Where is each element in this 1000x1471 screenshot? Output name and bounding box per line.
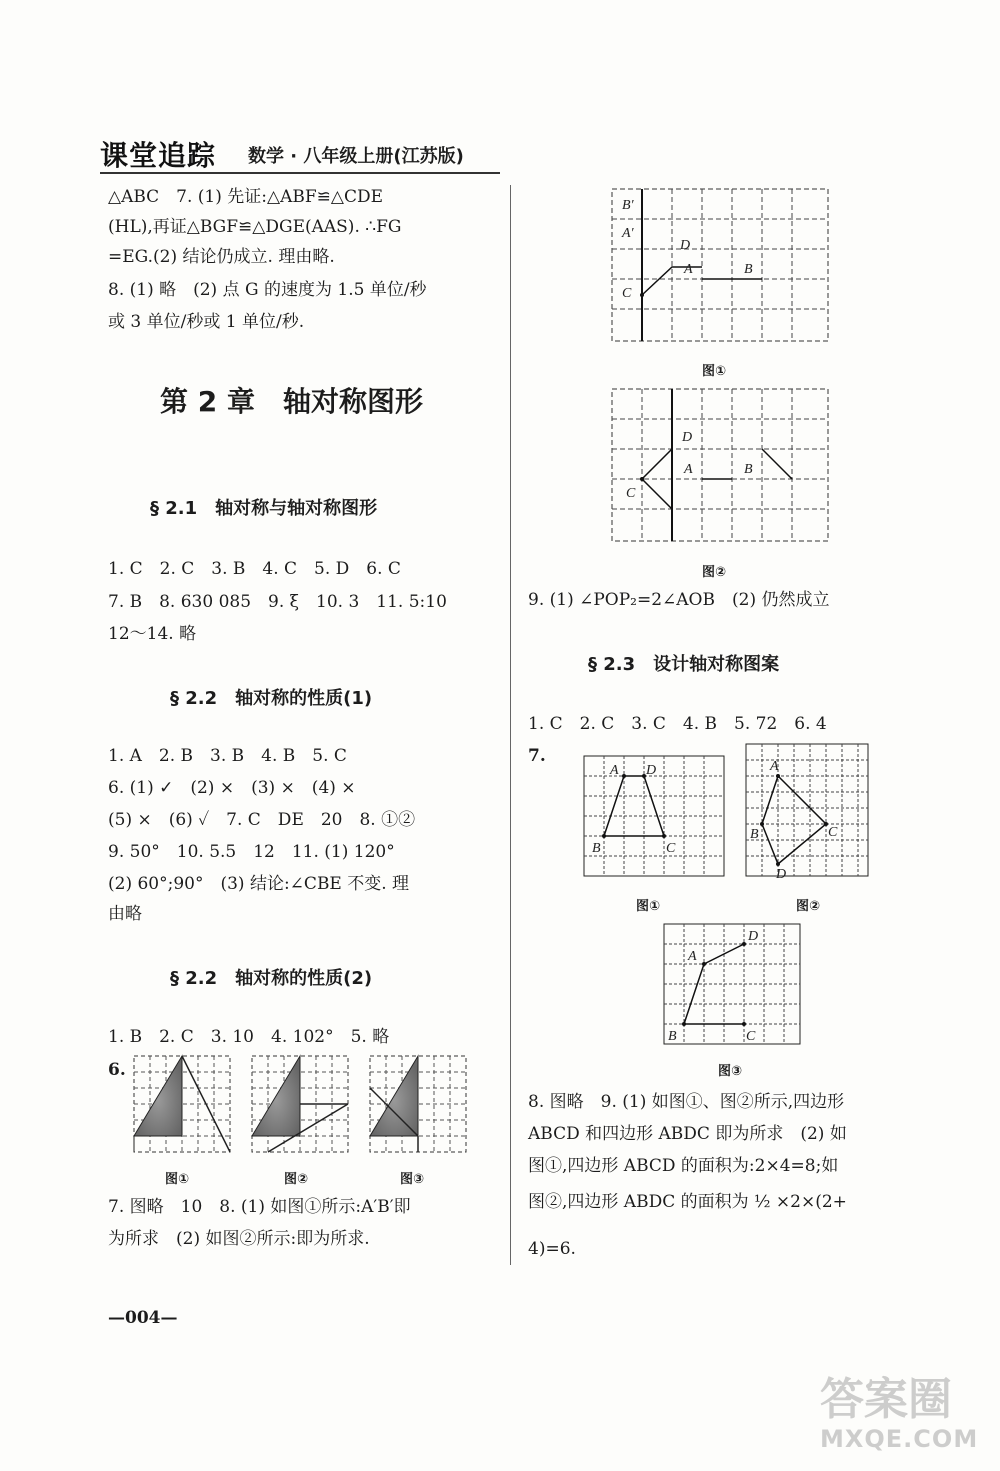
- axis-grid-figure-2: [608, 385, 832, 545]
- book-subtitle: 数学 · 八年级上册(江苏版): [248, 146, 464, 167]
- answer-line: 图①,四边形 ABCD 的面积为:2×4=8;如: [528, 1156, 839, 1176]
- label-c: C: [622, 286, 632, 301]
- section-title: § 2.2 轴对称的性质(1): [170, 688, 373, 709]
- label-b: B: [744, 262, 753, 277]
- design-figure-2: [742, 740, 872, 880]
- label-b: B: [750, 827, 759, 842]
- figure-caption: 图②: [702, 565, 727, 580]
- design-figure-1: [580, 752, 728, 880]
- chapter-title: 第 2 章 轴对称图形: [160, 385, 423, 418]
- answer-line: 由略: [108, 904, 142, 924]
- label-b: B: [668, 1029, 677, 1044]
- figure-caption: 图③: [718, 1064, 743, 1079]
- triangle-figures: [130, 1052, 470, 1156]
- answer-line: 1. C 2. C 3. B 4. C 5. D 6. C: [108, 559, 401, 579]
- label-d: D: [646, 763, 657, 778]
- label-d: D: [748, 929, 759, 944]
- prev-answer-line: 或 3 单位/秒或 1 单位/秒.: [108, 312, 305, 332]
- answer-line: 1. C 2. C 3. C 4. B 5. 72 6. 4: [528, 714, 827, 734]
- label-a-prime: A′: [622, 226, 634, 241]
- column-divider: [510, 185, 511, 1265]
- label-a: A: [610, 763, 619, 778]
- label-c: C: [626, 486, 636, 501]
- answer-line: 为所求 (2) 如图②所示:即为所求.: [108, 1229, 370, 1249]
- figure-caption: 图②: [284, 1172, 309, 1187]
- answer-line: 4)=6.: [528, 1239, 576, 1259]
- label-b: B: [592, 841, 601, 856]
- header-rule: [100, 172, 500, 174]
- section-title: § 2.2 轴对称的性质(2): [170, 968, 373, 989]
- label-a: A: [688, 949, 697, 964]
- question-number: 6.: [108, 1060, 126, 1080]
- answer-line: 6. (1) ✓ (2) × (3) × (4) ×: [108, 778, 356, 798]
- answer-line: 图②,四边形 ABDC 的面积为 ½ ×2×(2+: [528, 1192, 847, 1212]
- label-c: C: [666, 841, 676, 856]
- figure-caption: 图①: [165, 1172, 190, 1187]
- label-a: A: [770, 759, 779, 774]
- label-c: C: [828, 825, 838, 840]
- label-d: D: [776, 867, 787, 880]
- page-number: —004—: [108, 1308, 178, 1328]
- answer-line: 1. A 2. B 3. B 4. B 5. C: [108, 746, 347, 766]
- section-title: § 2.1 轴对称与轴对称图形: [150, 498, 378, 519]
- grid-figure-1: [134, 1056, 230, 1152]
- answer-line: 7. B 8. 630 085 9. ξ 10. 3 11. 5:10: [108, 592, 447, 612]
- prev-answer-line: =EG.(2) 结论仍成立. 理由略.: [108, 247, 335, 267]
- figure-caption: 图③: [400, 1172, 425, 1187]
- grid-figure-3: [370, 1056, 466, 1152]
- answer-line: (5) × (6) ✓ 7. C DE 20 8. ①②: [108, 810, 416, 830]
- answer-line: 9. (1) ∠POP₂=2∠AOB (2) 仍然成立: [528, 590, 830, 610]
- watermark-url: MXQE.COM: [820, 1425, 979, 1453]
- prev-answer-line: △ABC 7. (1) 先证:△ABF≌△CDE: [108, 187, 384, 207]
- answer-line: 1. B 2. C 3. 10 4. 102° 5. 略: [108, 1027, 390, 1047]
- answer-line: (2) 60°;90° (3) 结论:∠CBE 不变. 理: [108, 874, 410, 894]
- figure-caption: 图②: [796, 899, 821, 914]
- watermark-logo: [820, 1375, 990, 1465]
- answer-line: ABCD 和四边形 ABDC 即为所求 (2) 如: [528, 1124, 847, 1144]
- label-d: D: [682, 430, 693, 445]
- page-header: [100, 132, 500, 172]
- section-title: § 2.3 设计轴对称图案: [588, 654, 780, 675]
- figure-caption: 图①: [702, 364, 727, 379]
- prev-answer-line: 8. (1) 略 (2) 点 G 的速度为 1.5 单位/秒: [108, 280, 427, 300]
- answer-line: 7. 图略 10 8. (1) 如图①所示:A′B′即: [108, 1197, 411, 1217]
- answer-line: 12～14. 略: [108, 624, 197, 644]
- figure-caption: 图①: [636, 899, 661, 914]
- brand-logo: 课堂追踪: [100, 139, 217, 172]
- answer-line: 9. 50° 10. 5.5 12 11. (1) 120°: [108, 842, 395, 862]
- label-a: A: [684, 262, 693, 277]
- label-d: D: [680, 238, 691, 253]
- label-c: C: [746, 1029, 756, 1044]
- grid-figure-2: [252, 1056, 348, 1152]
- prev-answer-line: (HL),再证△BGF≌△DGE(AAS). ∴FG: [108, 217, 402, 237]
- axis-grid-figure-1: [608, 185, 832, 345]
- watermark-text: 答案圈: [820, 1374, 952, 1425]
- answer-line: 8. 图略 9. (1) 如图①、图②所示,四边形: [528, 1092, 845, 1112]
- question-number: 7.: [528, 746, 546, 766]
- label-a: A: [684, 462, 693, 477]
- label-b: B: [744, 462, 753, 477]
- design-figure-3: [660, 920, 804, 1048]
- label-b-prime: B′: [622, 198, 634, 213]
